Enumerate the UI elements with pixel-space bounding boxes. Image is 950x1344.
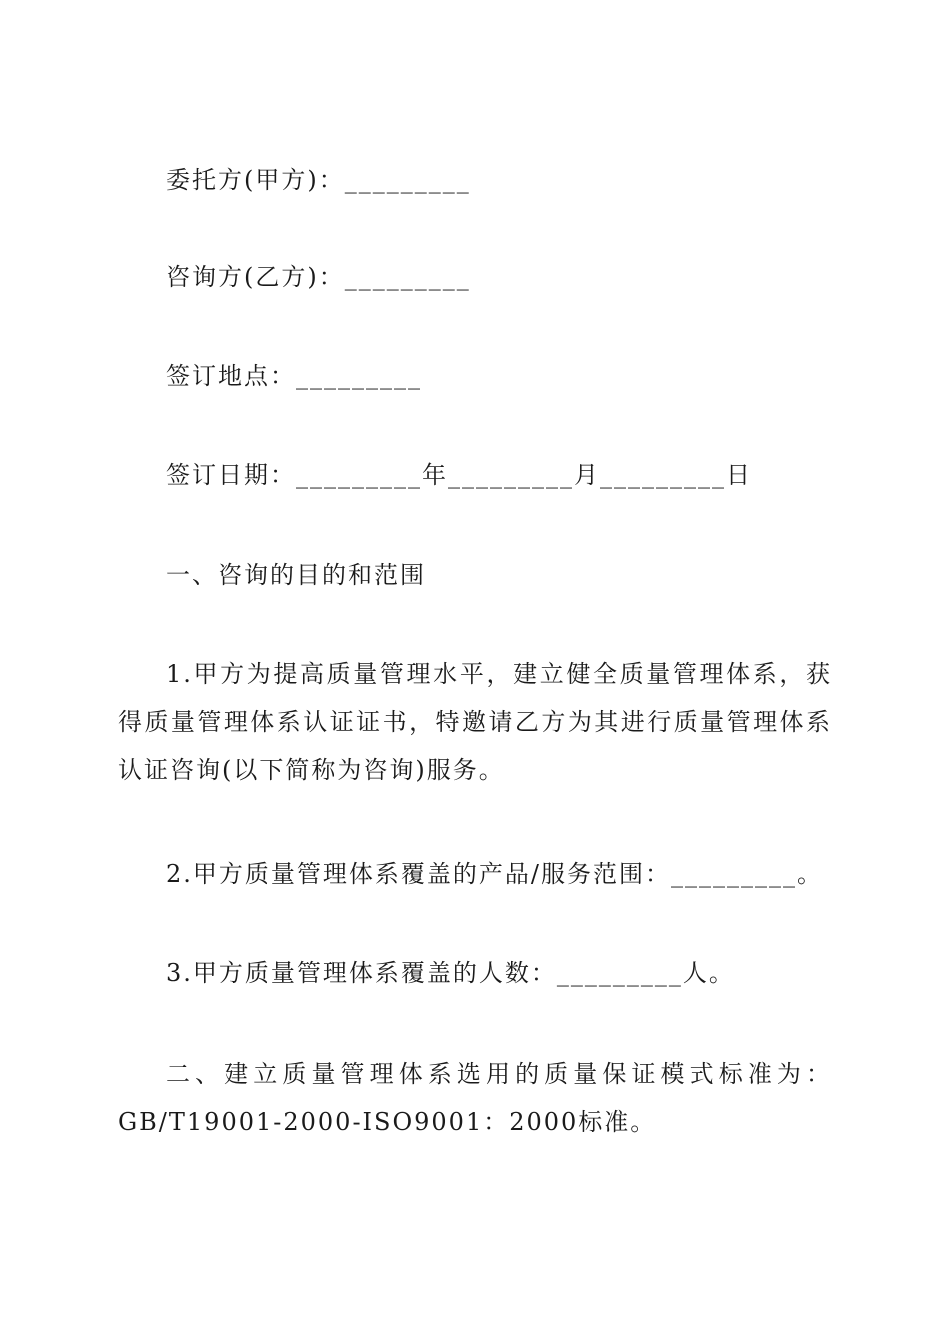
sign-place-line: 签订地点：_________ bbox=[166, 362, 422, 390]
item2-paragraph: 2.甲方质量管理体系覆盖的产品/服务范围：_________。 bbox=[166, 860, 823, 888]
item3-paragraph: 3.甲方质量管理体系覆盖的人数：_________人。 bbox=[166, 959, 735, 987]
sign-date-line: 签订日期：_________年_________月_________日 bbox=[166, 461, 752, 489]
section1-title: 一、咨询的目的和范围 bbox=[166, 561, 426, 589]
section2-paragraph: 二、建立质量管理体系选用的质量保证模式标准为：GB/T19001-2000-ISO9001：2000标准。 bbox=[118, 1060, 832, 1136]
item1-paragraph: 1.甲方为提高质量管理水平，建立健全质量管理体系，获得质量管理体系认证证书，特邀请乙方为其进行质量管理体系认证咨询(以下简称为咨询)服务。 bbox=[118, 660, 832, 784]
client-line: 委托方(甲方)：_________ bbox=[166, 166, 471, 194]
consultant-line: 咨询方(乙方)：_________ bbox=[166, 263, 471, 291]
